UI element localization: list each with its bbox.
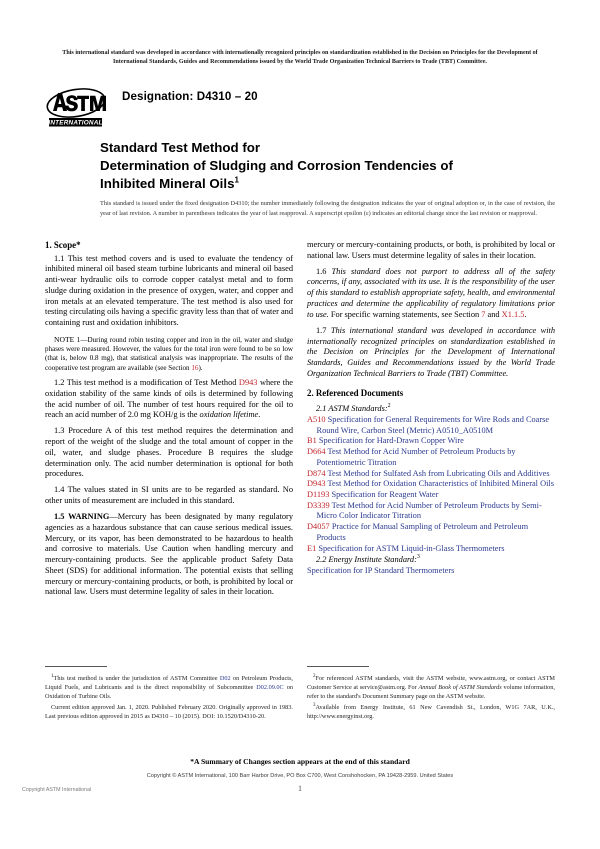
energy-institute-list [307,566,555,577]
footnote-1-text-c: on Oxidation of Turbine Oils. [45,684,294,700]
footnote-2-text-a: For referenced ASTM standards, visit the ASTM website, www.astm.org, or contact ASTM Customer Service at service@astm.org. For [307,675,555,691]
astm-international-logo [45,88,111,130]
reference-code: D874 [307,468,326,478]
paragraph-1-2 [45,378,293,421]
designation-label: Designation: D4310 – 20 [122,90,258,103]
masthead [45,88,555,132]
footnote-1 [45,674,293,701]
footnote-3-text: Available from Energy Institute, 61 New Cavendish St., London, W1G 7AR, U.K., http://www.energyinst.org. [307,704,555,721]
copyright-line: Copyright © ASTM International, 100 Barr Harbor Drive, PO Box C700, West Conshohocken, PA 19428-2959. United States [146,773,454,779]
subsection-2-1-label: 2.1 ASTM Standards: [316,403,388,413]
paragraph-1-5 [45,512,293,598]
note-text-b: ). [198,363,203,372]
reference-title: Specification for IP Standard Thermometers [307,566,455,576]
reference-title: Specification for General Requirements for Wire Rods and Coarse Round Wire, Carbon Steel (Metric) A0510_A0510M [316,414,550,435]
reference-item[interactable] [307,447,555,468]
paragraph-1-1: 1.1 This test method covers and is used to evaluate the tendency of inhibited mineral oil based steam turbine lubricants and mineral oil based anti-wear hydraulic oils to corrode copper catalyst metal and to form sludge during oxidation in the presence of oxygen, water, and copper and iron metals at an elevated temperature. The test method is also used for testing circulating oils having a specific gravity less than that of water and containing rust and oxidation inhibitors. [45,253,293,328]
body-column-right [307,240,555,577]
subsection-2-1 [307,404,555,415]
summary-of-changes-note: *A Summary of Changes section appears at the end of this standard [190,757,410,766]
reference-title: Test Method for Oxidation Characteristics of Inhibited Mineral Oils [327,479,554,489]
document-title [100,139,555,193]
paragraph-1-3: 1.3 Procedure A of this test method requires the determination and report of the weight of the sludge and the total amount of copper in the oil, water, and sludge phases. Procedure B requires the sludge determination only. The acid number determination is optional for both procedures. [45,426,293,479]
reference-code: D3339 [307,500,330,510]
reference-item[interactable] [307,469,555,480]
p1-2-italic: oxidation lifetime [199,410,259,420]
reference-title: Test Method for Acid Number of Petroleum Products by Semi-Micro Color Indicator Titration [316,500,542,521]
svg-text:INTERNATIONAL: INTERNATIONAL [48,119,103,127]
astm-standards-list [307,415,555,554]
p1-2-text-a: 1.2 This test method is a modification of Test Method [54,378,239,388]
subsection-2-1-footnote: 2 [387,402,391,409]
title-line-2: Determination of Sludging and Corrosion Tendencies of [100,158,453,174]
reference-item[interactable] [307,479,555,490]
reference-title: Specification for Reagent Water [331,489,439,499]
reference-code: D943 [307,479,326,489]
issued-under-note: This standard is issued under the fixed designation D4310; the number immediately following the designation indicates the year of original adoption or, in the case of revision, the year of last revision. A number in parentheses indicates the year of last reapproval. A superscript epsilon (ε) indicates an editorial change since the last revision or reapproval. [100,200,555,218]
title-line-1: Standard Test Method for [100,140,261,155]
p1-7-num: 1.7 [316,325,331,335]
subsection-2-2-label: 2.2 Energy Institute Standard: [316,554,417,564]
reference-title: Test Method for Acid Number of Petroleum Products by Potentiometric Titration [316,447,516,467]
footnote-3-marker: 3 [313,703,316,709]
p1-2-text-c: . [258,410,261,420]
footnotes-right [307,674,555,721]
p1-6-text-b: For specific warning statements, see Section [328,309,482,319]
reference-item[interactable] [307,490,555,501]
reference-title: Specification for ASTM Liquid-in-Glass Thermometers [318,543,505,553]
reference-code: A510 [307,414,326,424]
reference-code: B1 [307,436,317,446]
reference-code: D664 [307,447,326,457]
footnote-rule-left [45,666,107,667]
paragraph-1-6 [307,267,555,321]
p1-6-num: 1.6 [316,266,332,276]
heading-scope: 1. Scope* [45,240,81,250]
title-footnote-marker: 1 [234,175,239,185]
p1-7-italic: This international standard was developed in accordance with internationally recognized principles on standardization established in the Decision on Principles for the Development of International Standards, Guides and Recommendations issued by the World Trade Organization Technical Barriers to Trade (TBT) Committee. [307,325,555,378]
reference-title: Specification for Hard-Drawn Copper Wire [318,436,464,446]
warning-text: —Mercury has been designated by many regulatory agencies as a hazardous substance that can cause serious medical issues. Mercury, or its vapor, has been demonstrated to be hazardous to health and corrosive to materials. Use Caution when handling mercury and mercury-containing products. See the applicable product Safety Data Sheet (SDS) for additional information. The potential exists that selling mercury or mercury-containing products, or both, is prohibited by local or national law. Users must determine legality of sales in their location. [45,512,294,597]
p1-6-mid: and [485,309,502,319]
note-text-a: —During round robin testing copper and iron in the oil, water and sludge phases were measured. However, the values for the total iron were found to be so low (that is, below 0.8 mg), that statistical analysis was inappropriate. The results of the cooperative test program are available (see Section [45,335,293,372]
footnote-2 [307,674,555,701]
wto-banner-text: This international standard was developed in accordance with internationally recognized principles on standardization established in the Decision on Principles for the Development of International Standards, Guides and Recommendations issued by the World Trade Organization Technical Barriers to Trade (TBT) Committee. [62,50,538,65]
footnote-1-text-a: This test method is under the jurisdiction of ASTM Committee [53,675,220,682]
footnote-rule-right [307,666,369,667]
reference-title: Practice for Manual Sampling of Petroleum and Petroleum Products [316,522,529,542]
copyright-watermark: Copyright ASTM International [22,787,92,793]
reference-item[interactable] [307,436,555,447]
reference-item[interactable] [307,544,555,555]
link-x1-1-5[interactable]: X1.1.5 [501,309,525,319]
link-section-7[interactable]: 7 [481,309,486,319]
reference-item[interactable] [307,522,555,543]
paragraph-1-7 [307,326,555,380]
reference-item-ip-thermometers[interactable] [307,566,555,577]
p1-6-text-c: . [524,309,527,319]
subsection-2-2-footnote: 3 [416,554,420,561]
footnote-2-text-b: volume information, refer to the standard's Document Summary page on the ASTM website. [307,684,555,700]
link-d02-09-0c[interactable]: D02.09.0C [256,684,284,691]
note-1 [45,335,293,373]
note-label: NOTE 1 [54,334,81,344]
reference-title: Test Method for Sulfated Ash from Lubricating Oils and Additives [327,468,550,478]
footnote-2-italic: Annual Book of ASTM Standards [418,684,502,691]
page-number: 1 [298,784,302,793]
p1-2-text-b: where the oxidation stability of the same kinds of oils is determined by following the acid number of oil. The number of test hours required for the oil to reach an acid number of 2.0 mg KOH/g is the [45,378,293,420]
p1-6-italic: This standard does not purport to address all of the safety concerns, if any, associated with its use. It is the responsibility of the user of this standard to establish appropriate safety, health, and environmental practices and determine the applicability of regulatory limitations prior to use. [307,266,555,319]
footnote-1-marker: 1 [51,673,54,679]
footnotes-left [45,674,293,721]
subsection-2-2 [307,555,555,566]
footnote-2-marker: 2 [313,673,316,679]
paragraph-1-4: 1.4 The values stated in SI units are to be regarded as standard. No other units of measurement are included in this standard. [45,485,293,506]
link-section-16[interactable]: 16 [191,363,199,372]
link-d943[interactable]: D943 [238,378,258,388]
footnote-1-text-b: on Petroleum Products, Liquid Fuels, and Lubricants and is the direct responsibility of Subcommittee [45,675,293,691]
body-column-left [45,240,293,598]
footnote-edition-info: Current edition approved Jan. 1, 2020. Published February 2020. Originally approved in 1983. Last previous edition approved in 2015 as D4310 – 10 (2015). DOI: 10.1520/D4310-20. [45,704,293,721]
warning-label: 1.5 WARNING [54,512,110,522]
title-line-3: Inhibited Mineral Oils$^1$ [100,175,239,192]
reference-item[interactable] [307,501,555,522]
heading-referenced-documents: 2. Referenced Documents [307,388,404,399]
link-d02[interactable]: D02 [219,675,231,682]
reference-code: E1 [307,543,317,553]
paragraph-1-5-continued: mercury or mercury-containing products, or both, is prohibited by local or national law. Users must determine legality of sales in their location. [307,240,555,260]
reference-code: D4057 [307,522,330,532]
reference-code: D1193 [307,489,330,499]
reference-item[interactable] [307,415,555,436]
footnote-3 [307,703,555,721]
